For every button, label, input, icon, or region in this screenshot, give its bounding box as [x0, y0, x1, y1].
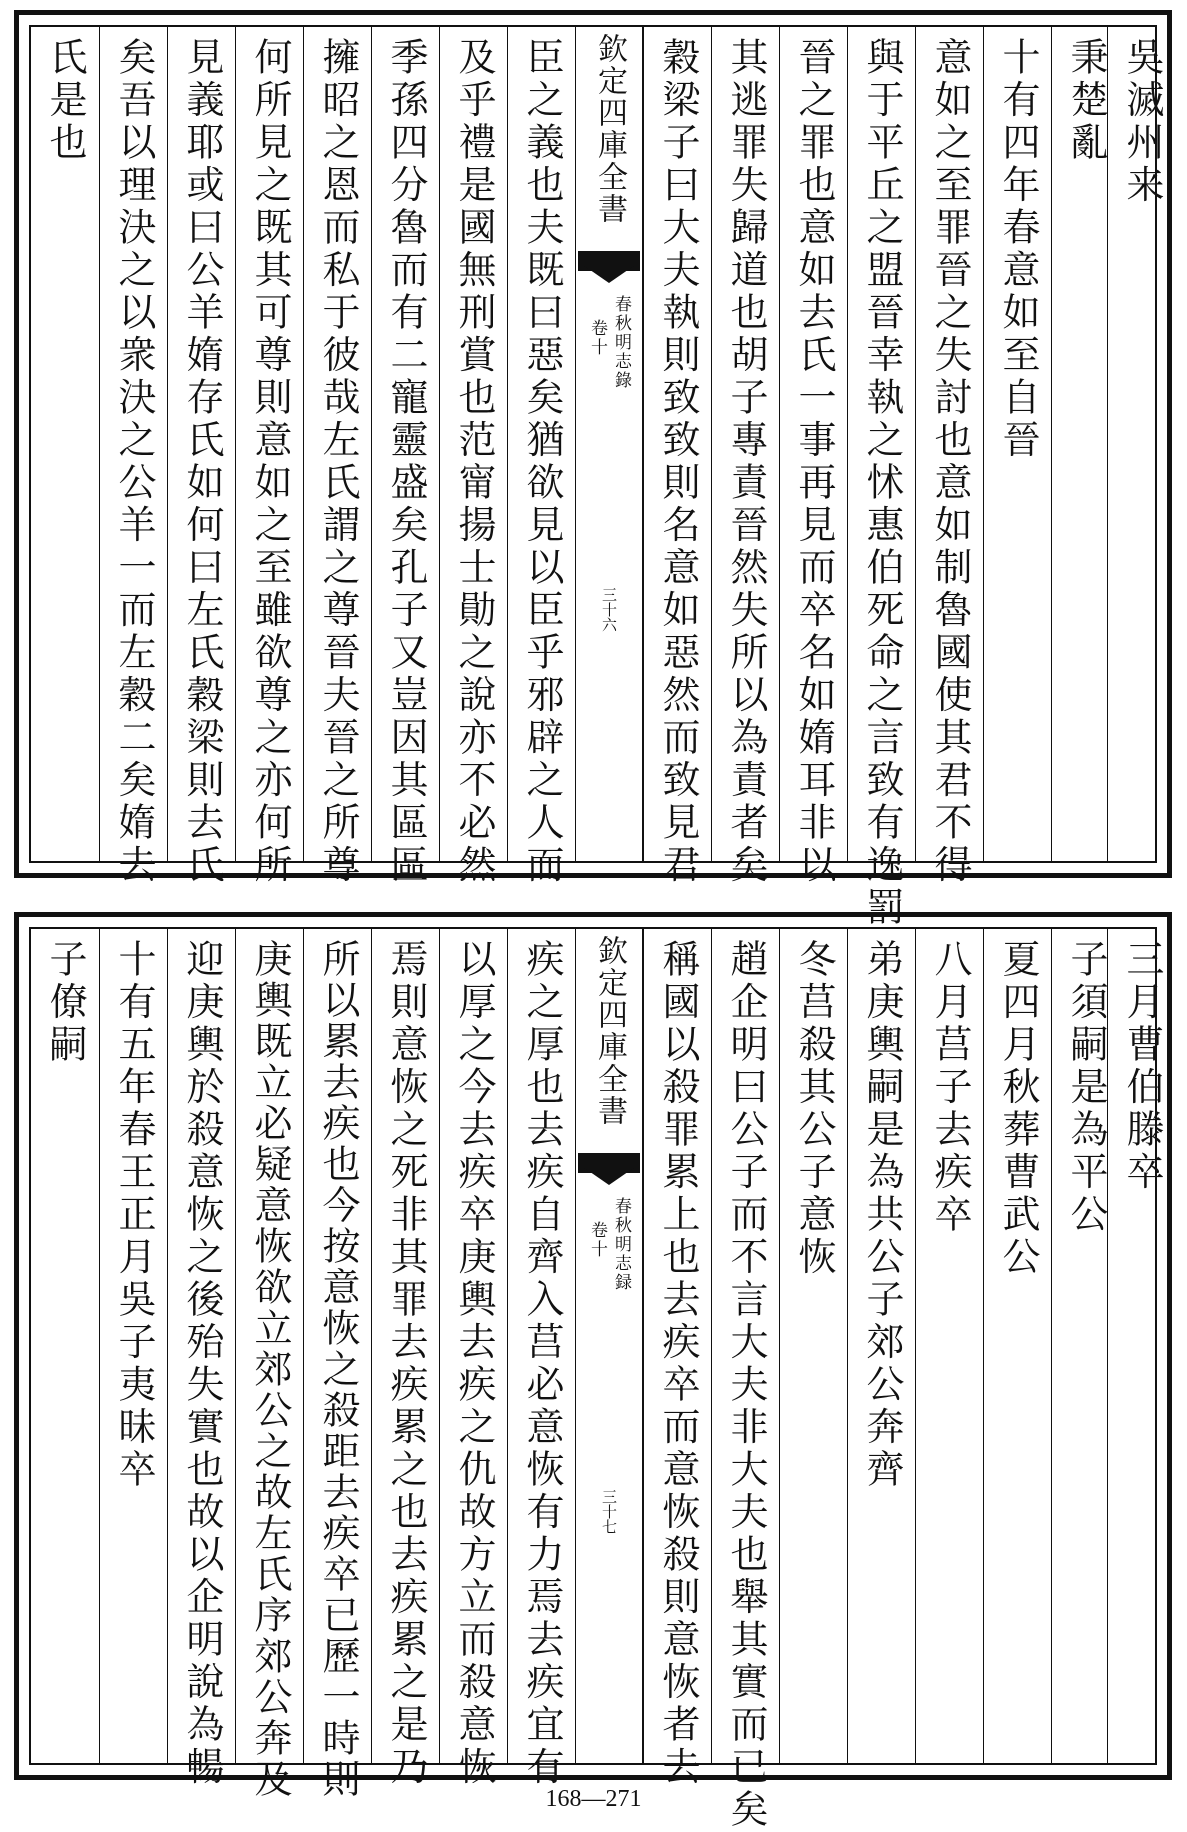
column-text: 夏四月秋葬曹武公 [996, 939, 1040, 1279]
center-fold [575, 27, 643, 861]
text-column [643, 27, 711, 887]
top-page-frame [29, 25, 1164, 930]
column-text: 見義耶或曰公羊媠存氏如何曰左氏穀梁則去氏 [180, 37, 224, 887]
text-column [915, 27, 983, 887]
column-text: 稱國以殺罪累上也去疾卒而意恢殺則意恢者去 [656, 939, 700, 1789]
text-column [983, 929, 1051, 1763]
text-column [915, 929, 983, 1763]
text-column [303, 929, 371, 1800]
column-text: 何所見之既其可尊則意如之至雖欲尊之亦何所 [248, 37, 292, 887]
text-column [31, 27, 99, 861]
text-column [847, 27, 915, 930]
column-text: 以厚之今去疾卒庚輿去疾之仇故方立而殺意恢 [452, 939, 496, 1789]
column-text: 與于平丘之盟晉幸執之怵惠伯死命之言致有逸罰 [860, 37, 904, 930]
text-column [1107, 929, 1165, 1763]
section-title: 春秋明志錄 [611, 295, 631, 390]
text-column [779, 27, 847, 887]
text-column [1107, 27, 1165, 861]
top-page [14, 10, 1172, 930]
column-text: 十有四年春意如至自晉 [996, 37, 1040, 462]
column-text: 矣吾以理決之以衆決之公羊一而左穀二矣媠去 [112, 37, 156, 887]
text-column [847, 929, 915, 1763]
footer-page-code: 168—271 [545, 1786, 642, 1812]
column-text: 其逃罪失歸道也胡子專責晉然失所以為責者矣 [724, 37, 768, 887]
text-column [31, 929, 99, 1763]
text-column [439, 929, 507, 1789]
column-text: 季孫四分魯而有二寵靈盛矣孔子又豈因其區區 [384, 37, 428, 887]
column-text: 冬莒殺其公子意恢 [792, 939, 836, 1279]
text-column [779, 929, 847, 1763]
text-column [99, 27, 167, 887]
column-text: 子須嗣是為平公 [1064, 939, 1108, 1237]
text-column [1051, 929, 1107, 1763]
column-text: 焉則意恢之死非其罪去疾累之也去疾累之是乃 [384, 939, 428, 1789]
section-title: 春秋明志録 [611, 1197, 631, 1292]
text-column [711, 929, 779, 1832]
text-column [303, 27, 371, 887]
text-column [983, 27, 1051, 861]
column-text: 擁昭之恩而私于彼哉左氏謂之尊晉夫晉之所尊 [316, 37, 360, 887]
text-column [711, 27, 779, 887]
juan-label: 卷十 [587, 319, 607, 357]
center-fold [575, 929, 643, 1763]
column-text: 弟庚輿嗣是為共公子郊公奔齊 [860, 939, 904, 1492]
column-text: 十有五年春王正月吳子夷昧卒 [112, 939, 156, 1492]
column-text: 氏是也 [43, 37, 87, 165]
text-column [643, 929, 711, 1789]
column-text: 臣之義也夫既曰惡矣猶欲見以臣乎邪辟之人而 [520, 37, 564, 887]
juan-label: 卷十 [587, 1221, 607, 1259]
text-column [439, 27, 507, 887]
fishtail-mark [576, 1153, 642, 1187]
text-column [507, 27, 575, 887]
column-text: 吳滅州来 [1120, 37, 1164, 207]
column-text: 子僚嗣 [43, 939, 87, 1067]
column-text: 趙企明曰公子而不言大夫非大夫也舉其實而已矣 [724, 939, 768, 1832]
text-column [371, 27, 439, 887]
text-column [235, 27, 303, 887]
text-column [507, 929, 575, 1789]
book-title: 欽定四庫全書 [592, 33, 627, 225]
column-text: 迎庚輿於殺意恢之後殆失實也故以企明說為暢 [180, 939, 224, 1789]
text-column [1051, 27, 1107, 861]
column-text: 秉楚亂 [1064, 37, 1108, 165]
text-column [167, 929, 235, 1789]
column-text: 庚輿既立必疑意恢欲立郊公之故左氏序郊公奔及 [248, 939, 292, 1800]
text-column [371, 929, 439, 1789]
text-column [167, 27, 235, 887]
column-text: 及乎禮是國無刑賞也范甯揚士勛之說亦不必然 [452, 37, 496, 887]
page-number: 三十六 [600, 587, 618, 632]
column-text: 八月莒子去疾卒 [928, 939, 972, 1237]
column-text: 三月曹伯滕卒 [1120, 939, 1164, 1194]
book-title: 欽定四庫全書 [592, 935, 627, 1127]
column-text: 穀梁子曰大夫執則致致則名意如惡然而致見君 [656, 37, 700, 887]
column-text: 意如之至罪晉之失討也意如制魯國使其君不得 [928, 37, 972, 887]
column-text: 所以累去疾也今按意恢之殺距去疾卒已歷一時則 [316, 939, 360, 1800]
fishtail-mark [576, 251, 642, 285]
column-text: 疾之厚也去疾自齊入莒必意恢有力焉去疾宜有 [520, 939, 564, 1789]
column-text: 晉之罪也意如去氏一事再見而卒名如媠耳非以 [792, 37, 836, 887]
page-number: 三十七 [600, 1489, 618, 1534]
text-column [235, 929, 303, 1800]
text-column [99, 929, 167, 1763]
